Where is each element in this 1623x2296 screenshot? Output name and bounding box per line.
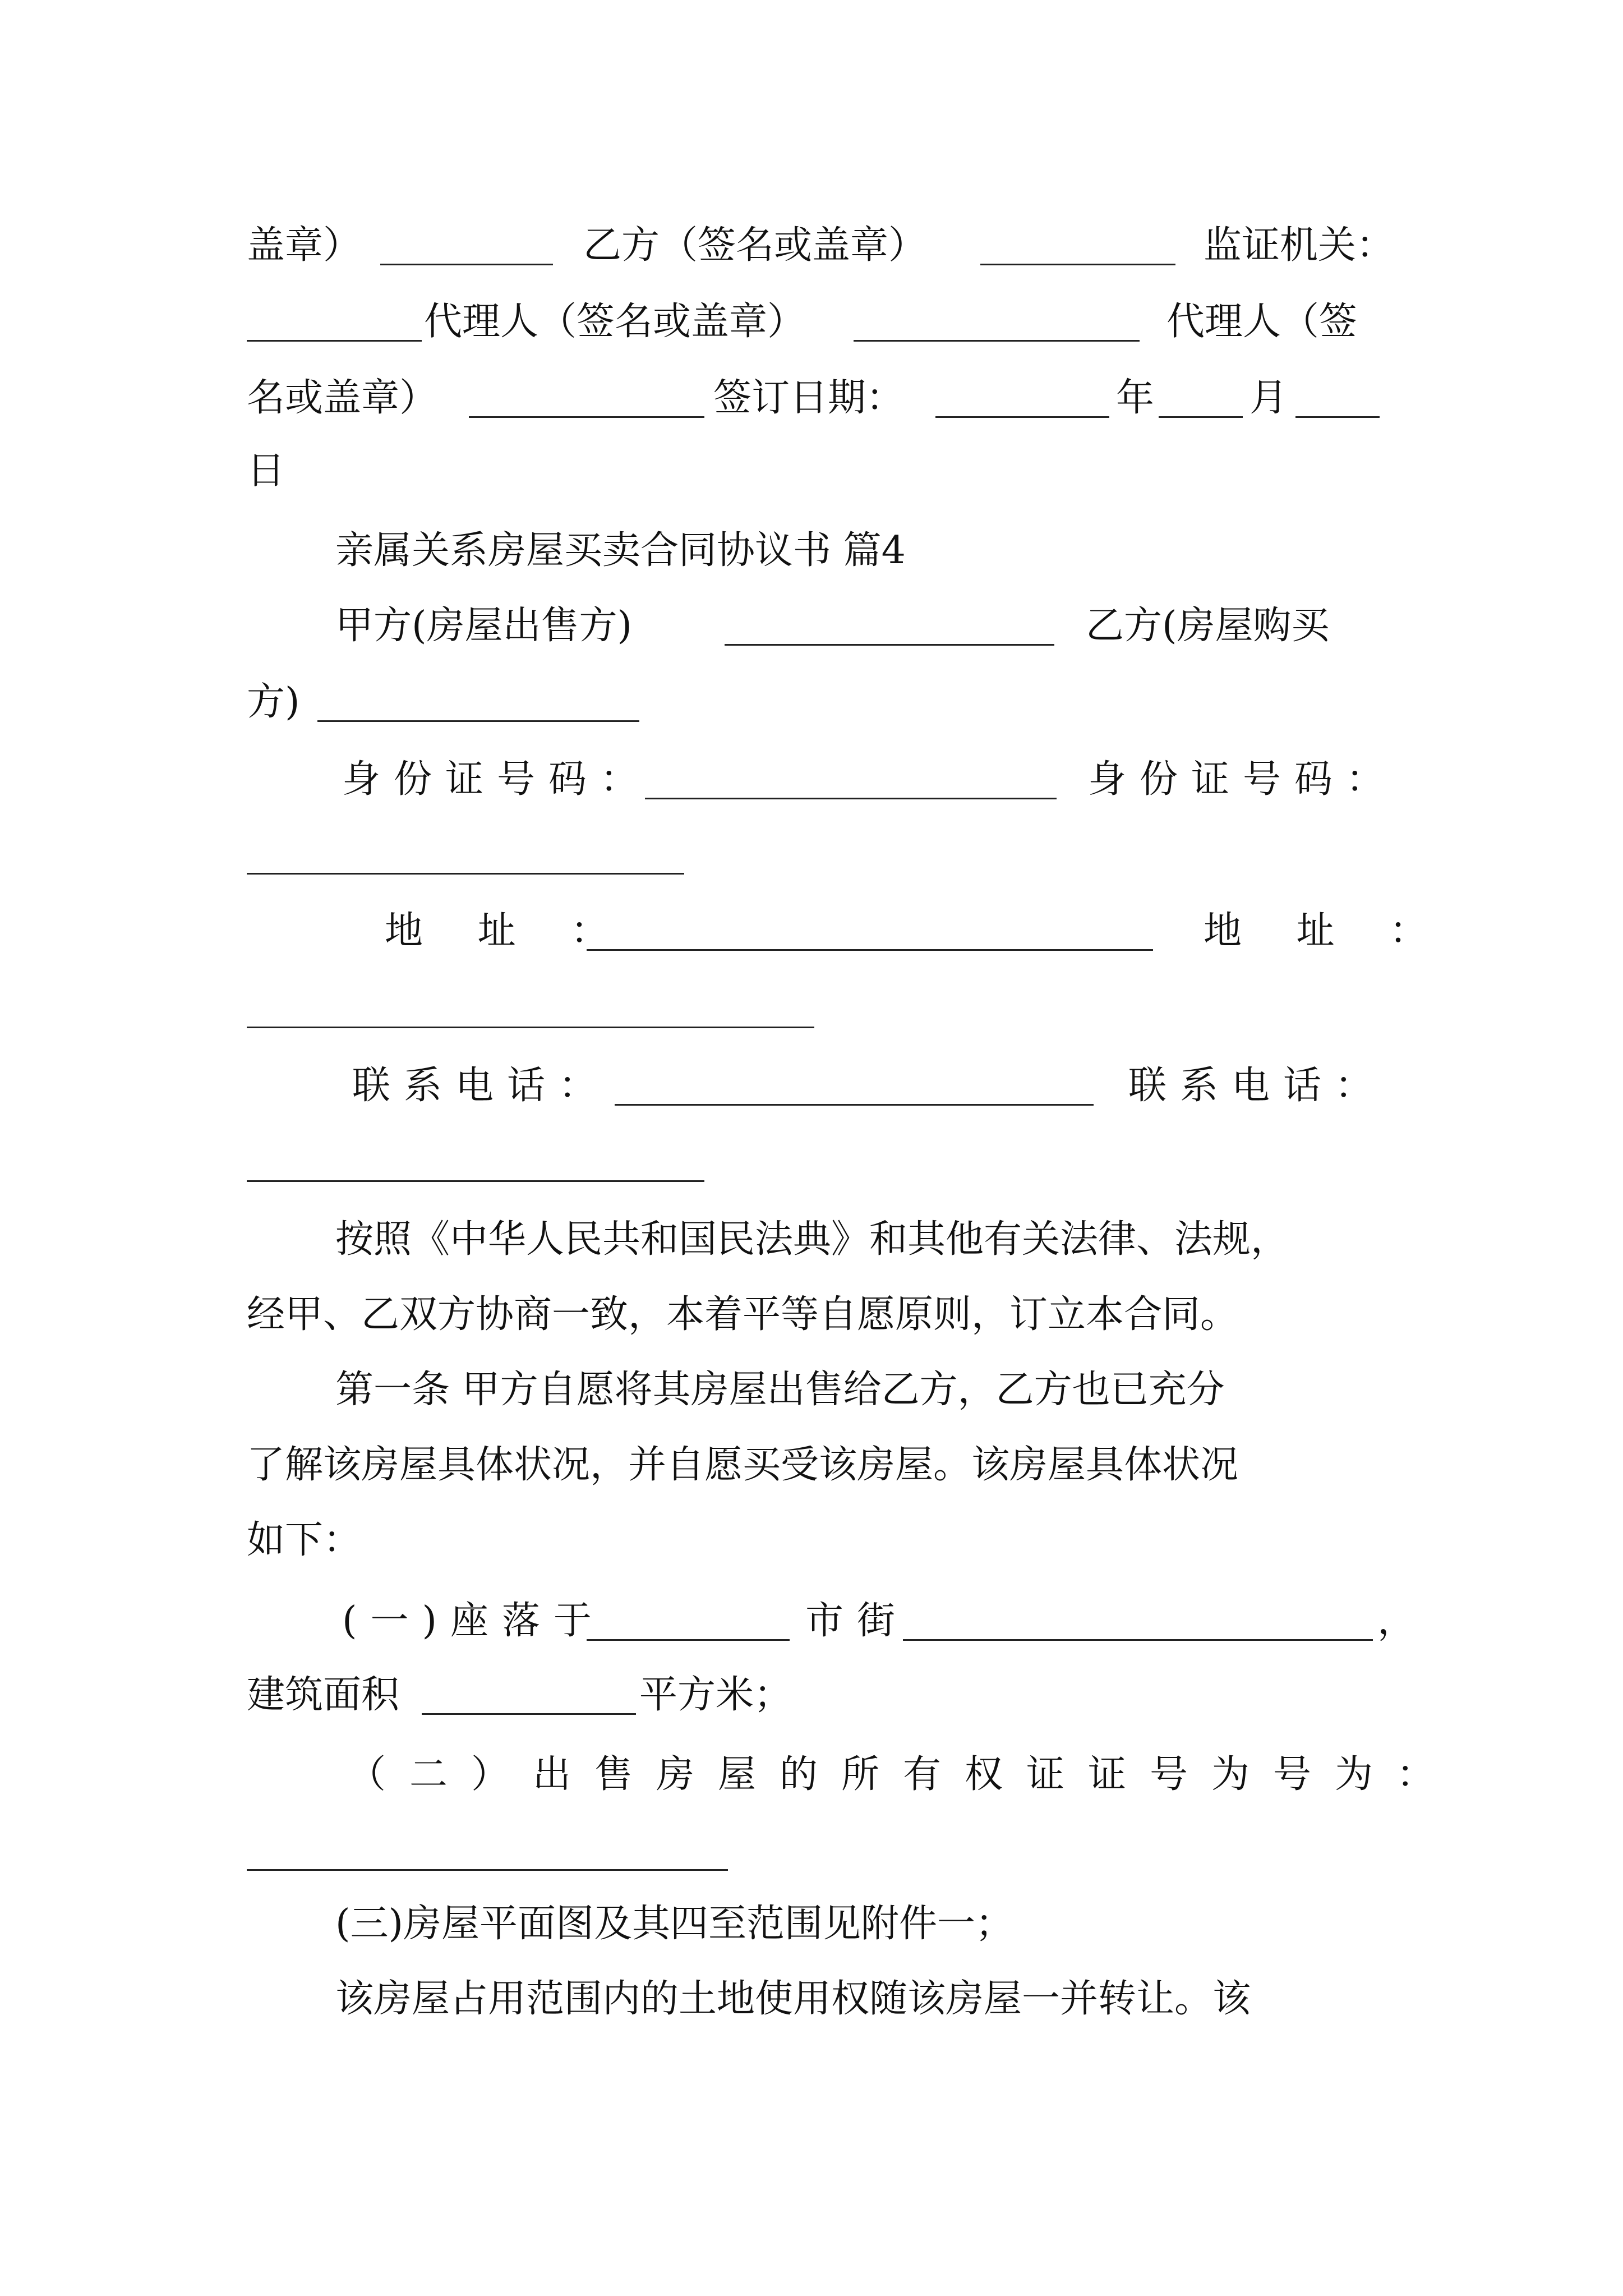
id-line	[0, 752, 1623, 808]
text-day: 日	[247, 449, 285, 493]
item-2-text: （二）出售房屋的所有权证证号为号为：	[348, 1752, 1459, 1797]
text-id-b: 身份证号码：	[1088, 757, 1398, 802]
item-2-line	[0, 1747, 1623, 1803]
signature-line-4	[0, 443, 1623, 499]
blank-agent-a	[854, 340, 1140, 342]
blank-year	[935, 416, 1109, 418]
text-phone-b: 联系电话：	[1128, 1064, 1387, 1108]
phone-line	[0, 1058, 1623, 1114]
item-1-text-d: 建筑面积	[247, 1673, 400, 1717]
blank-month	[1159, 416, 1243, 418]
blank-ownership-cert	[247, 1869, 728, 1871]
blank-party-a	[725, 644, 1054, 646]
text-address-b: 地 址 ：	[1204, 909, 1449, 953]
parties-line	[0, 598, 1623, 654]
blank-address-a	[587, 949, 1153, 951]
paragraph-2-text-a: 第一条 甲方自愿将其房屋出售给乙方，乙方也已充分	[335, 1368, 1225, 1412]
text-agent-b-cont: 名或盖章）	[247, 376, 438, 420]
item-1-line-1	[0, 1593, 1623, 1649]
paragraph-2-line-1	[0, 1362, 1623, 1418]
blank-party-b	[317, 720, 639, 722]
text-id-a: 身份证号码：	[342, 757, 652, 802]
text-party-b: 乙方(房屋购买	[1086, 604, 1330, 648]
blank-address-b	[247, 1027, 814, 1028]
paragraph-1-text-a: 按照《中华人民共和国民法典》和其他有关法律、法规，	[335, 1217, 1289, 1262]
blank-id-b	[247, 873, 684, 875]
paragraph-1-line-2	[0, 1287, 1623, 1343]
text-supervising-authority: 监证机关：	[1204, 223, 1395, 268]
signature-line-2	[0, 294, 1623, 350]
paragraph-2-text-b: 了解该房屋具体状况，并自愿买受该房屋。该房屋具体状况	[247, 1443, 1239, 1487]
signature-line-3	[0, 370, 1623, 426]
paragraph-3-text: 该房屋占用范围内的土地使用权随该房屋一并转让。该	[335, 1977, 1251, 2021]
text-party-a: 甲方(房屋出售方)	[335, 604, 633, 648]
paragraph-2-line-3	[0, 1512, 1623, 1568]
text-month: 月	[1249, 376, 1288, 420]
blank-day	[1295, 416, 1380, 418]
blank-location	[587, 1639, 790, 1641]
text-party-b-cont: 方)	[247, 680, 300, 724]
address-line	[0, 903, 1623, 959]
signature-line-1	[0, 218, 1623, 274]
item-1-line-2	[0, 1667, 1623, 1723]
paragraph-3-line	[0, 1971, 1623, 2027]
blank-id-a	[645, 798, 1057, 799]
text-agent-a: 代理人（签名或盖章）	[424, 300, 806, 344]
text-address-a: 地 址 ：	[385, 909, 630, 953]
text-seal: 盖章）	[247, 223, 362, 268]
paragraph-1-line-1	[0, 1212, 1623, 1268]
paragraph-2-text-c: 如下：	[247, 1518, 362, 1562]
heading-text: 亲属关系房屋买卖合同协议书 篇4	[335, 528, 906, 573]
item-3-text: (三)房屋平面图及其四至范围见附件一；	[335, 1902, 1014, 1946]
text-phone-a: 联系电话：	[352, 1064, 611, 1108]
blank-floor-area	[422, 1713, 636, 1715]
paragraph-2-line-2	[0, 1437, 1623, 1493]
text-signing-date: 签订日期：	[713, 376, 905, 420]
text-party-b-signature: 乙方（签名或盖章）	[583, 223, 927, 268]
section-heading	[0, 523, 1623, 579]
blank-supervising-authority	[247, 340, 422, 342]
parties-line-2	[0, 674, 1623, 730]
blank-agent-b	[469, 416, 704, 418]
blank-street	[903, 1639, 1373, 1641]
blank-phone-b	[247, 1180, 704, 1182]
blank-seller-signature	[380, 264, 553, 265]
text-year: 年	[1116, 376, 1155, 420]
text-agent-b: 代理人（签	[1166, 300, 1358, 344]
item-3-line	[0, 1896, 1623, 1952]
item-1-text-e: 平方米；	[639, 1673, 792, 1717]
blank-phone-a	[615, 1104, 1094, 1106]
item-1-text-b: 市街	[805, 1599, 909, 1643]
blank-party-b-signature	[980, 264, 1175, 265]
paragraph-1-text-b: 经甲、乙双方协商一致，本着平等自愿原则，订立本合同。	[247, 1292, 1239, 1337]
item-1-text-c: ，	[1377, 1599, 1416, 1643]
item-1-text-a: (一)座落于	[342, 1599, 606, 1643]
